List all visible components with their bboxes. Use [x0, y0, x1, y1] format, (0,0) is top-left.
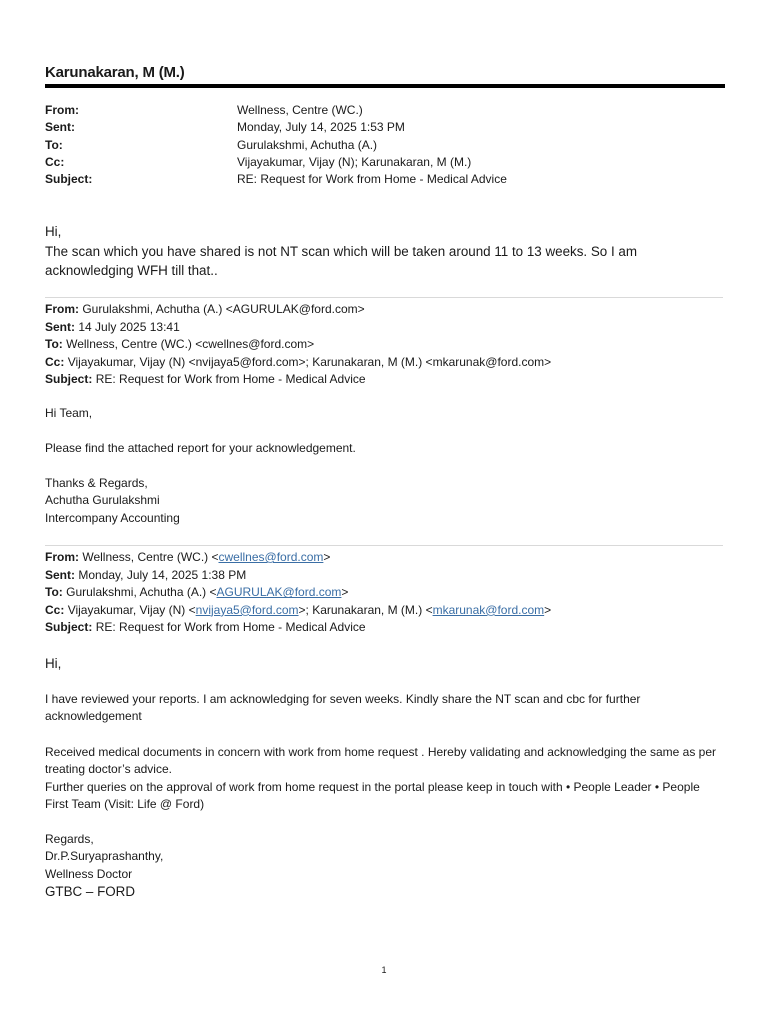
to-label: To:: [45, 137, 63, 152]
quoted2-subject: RE: Request for Work from Home - Medical Advice: [95, 620, 366, 635]
quoted2-cc-row: [45, 602, 725, 620]
quoted2-cc-name1: Vijayakumar, Vijay (N) <: [67, 602, 196, 617]
quoted2-sent-row: [45, 567, 725, 585]
quoted2-to-end: >: [341, 585, 349, 600]
sent-value: Monday, July 14, 2025 1:53 PM: [237, 120, 405, 135]
owner-divider: [45, 84, 725, 88]
quoted2-para2-line2: Further queries on the approval of work from home request in the portal please keep in touch with • People Leader • People First Team (Visit: Life @ Ford): [45, 779, 700, 811]
quoted1-from: Gurulakshmi, Achutha (A.) <AGURULAK@ford.com>: [82, 302, 365, 316]
quoted2-from-row: [45, 549, 725, 567]
quoted-header-2: [45, 549, 725, 637]
quoted2-sent-label: Sent:: [45, 567, 75, 582]
mailbox-owner: Karunakaran, M (M.): [45, 64, 185, 81]
header-from-row: [45, 102, 725, 119]
quoted2-subject-row: [45, 619, 725, 637]
quoted1-to: Wellness, Centre (WC.) <cwellnes@ford.com>: [66, 337, 315, 352]
quoted2-cc-email1-link[interactable]: nvijaya5@ford.com: [195, 602, 299, 617]
quoted2-doctor-name: Dr.P.Suryaprashanthy,: [45, 849, 164, 864]
quoted1-sign-name: Achutha Gurulakshmi: [45, 493, 160, 508]
quoted2-para2: [45, 744, 725, 813]
header-subject-row: [45, 171, 725, 188]
quoted1-signature: [45, 475, 725, 527]
quoted2-subject-label: Subject:: [45, 620, 93, 635]
reply-greeting: Hi,: [45, 224, 62, 239]
header-sent-row: [45, 119, 725, 136]
quote-divider-2: [45, 545, 723, 546]
quoted1-subject-label: Subject:: [45, 372, 93, 387]
quote-divider-1: [45, 297, 723, 298]
quoted2-org: GTBC – FORD: [45, 883, 136, 899]
quoted1-from-row: [45, 301, 725, 319]
reply-text: The scan which you have shared is not NT scan which will be taken around 11 to 13 weeks. So I am acknowledging WFH till that..: [45, 243, 637, 278]
quoted2-para2-line1: Received medical documents in concern with work from home request . Hereby validating and acknowledging the same as per treating doctor’s advice.: [45, 745, 717, 777]
quoted1-sent-row: [45, 319, 725, 337]
quoted1-from-label: From:: [45, 302, 79, 316]
quoted1-cc-label: Cc:: [45, 354, 65, 369]
quoted2-cc-mid: >; Karunakaran, M (M.) <: [298, 602, 433, 617]
quoted2-cc-end: >: [544, 602, 552, 617]
quoted2-sent: Monday, July 14, 2025 1:38 PM: [78, 567, 247, 582]
quoted2-cc-email2-link[interactable]: mkarunak@ford.com: [432, 602, 545, 617]
page-number: 1: [381, 965, 387, 975]
quoted2-to-row: [45, 584, 725, 602]
cc-label: Cc:: [45, 154, 65, 169]
quoted1-subject-row: [45, 371, 725, 389]
header-to-row: [45, 137, 725, 154]
to-value: Gurulakshmi, Achutha (A.): [237, 137, 378, 152]
quoted2-from-name: Wellness, Centre (WC.) <: [82, 550, 219, 564]
sent-label: Sent:: [45, 120, 75, 135]
quoted1-to-row: [45, 336, 725, 354]
quoted2-from-email-link[interactable]: cwellnes@ford.com: [218, 550, 324, 564]
quoted2-to-label: To:: [45, 585, 63, 600]
quoted2-signature: [45, 831, 725, 901]
quoted2-cc-label: Cc:: [45, 602, 65, 617]
quoted2-regards: Regards,: [45, 832, 94, 846]
quoted2-to-name: Gurulakshmi, Achutha (A.) <: [66, 585, 217, 600]
quoted1-sent: 14 July 2025 13:41: [78, 319, 180, 334]
quoted2-from-end: >: [323, 550, 331, 564]
from-value: Wellness, Centre (WC.): [237, 103, 363, 117]
quoted1-subject: RE: Request for Work from Home - Medical Advice: [95, 372, 366, 387]
quoted2-para1: I have reviewed your reports. I am acknowledging for seven weeks. Kindly share the NT scan and cbc for further acknowledgement: [45, 692, 641, 724]
quoted2-from-label: From:: [45, 550, 79, 564]
quoted1-sent-label: Sent:: [45, 319, 75, 334]
header-cc-row: [45, 154, 725, 171]
quoted1-cc-row: [45, 354, 725, 372]
quoted2-greeting: Hi,: [45, 656, 62, 671]
quoted1-sign-off: Thanks & Regards,: [45, 476, 148, 490]
quoted1-to-label: To:: [45, 337, 63, 352]
message-header: [45, 102, 725, 188]
quoted1-sign-dept: Intercompany Accounting: [45, 510, 180, 525]
subject-label: Subject:: [45, 172, 93, 187]
quoted1-cc: Vijayakumar, Vijay (N) <nvijaya5@ford.com>; Karunakaran, M (M.) <mkarunak@ford.com>: [67, 354, 552, 369]
quoted2-doctor-title: Wellness Doctor: [45, 866, 133, 881]
quoted2-to-email-link[interactable]: AGURULAK@ford.com: [216, 585, 342, 600]
reply-body: [45, 222, 725, 281]
subject-value: RE: Request for Work from Home - Medical Advice: [237, 172, 507, 187]
from-label: From:: [45, 103, 79, 117]
quoted1-greeting: Hi Team,: [45, 406, 93, 420]
quoted1-text: Please find the attached report for your acknowledgement.: [45, 441, 356, 455]
cc-value: Vijayakumar, Vijay (N); Karunakaran, M (M.): [237, 154, 472, 169]
quoted-header-1: [45, 301, 725, 389]
